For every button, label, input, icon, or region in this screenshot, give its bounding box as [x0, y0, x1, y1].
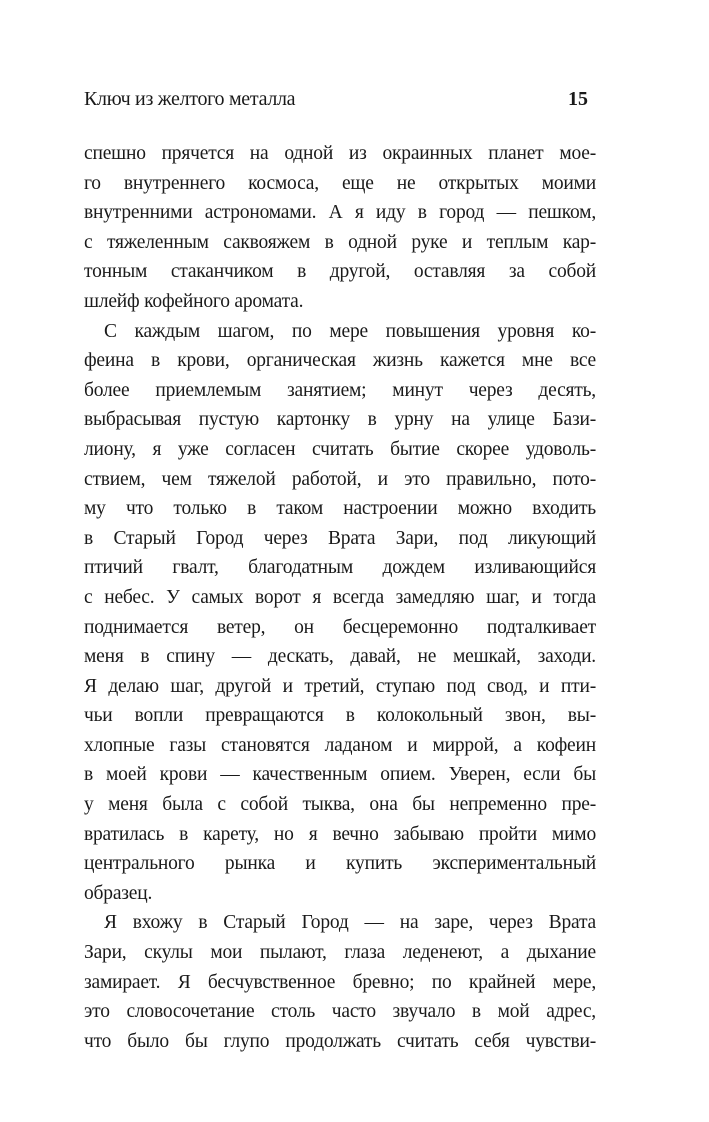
text-line: что было бы глупо продолжать считать себя чувстви- — [84, 1030, 596, 1052]
text-line: му что только в таком настроении можно входить — [84, 498, 596, 520]
text-line: го внутреннего космоса, еще не открытых моими — [84, 172, 596, 194]
body-text — [84, 139, 596, 1056]
book-page — [84, 88, 596, 1052]
text-line: выбрасывая пустую картонку в урну на улице Бази- — [84, 409, 596, 431]
text-line: Я делаю шаг, другой и третий, ступаю под свод, и пти- — [84, 675, 596, 697]
text-line: ствием, чем тяжелой работой, и это правильно, пото- — [84, 468, 596, 490]
running-head — [84, 88, 596, 118]
text-line: это словосочетание столь часто звучало в мой адрес, — [84, 1001, 596, 1023]
text-line: хлопные газы становятся ладаном и миррой, а кофеин — [84, 734, 596, 756]
text-line: более приемлемым занятием; минут через десять, — [84, 379, 596, 401]
text-line: Я вхожу в Старый Город — на заре, через Врата — [104, 912, 596, 934]
text-line: лиону, я уже согласен считать бытие скорее удоволь- — [84, 438, 596, 460]
text-line: С каждым шагом, по мере повышения уровня ко- — [104, 320, 596, 342]
text-line: образец. — [84, 882, 153, 904]
text-line: с тяжеленным саквояжем в одной руке и теплым кар- — [84, 231, 596, 253]
text-line: у меня была с собой тыква, она бы непременно пре- — [84, 794, 596, 816]
text-line: чьи вопли превращаются в колокольный звон, вы- — [84, 705, 596, 727]
text-line: феина в крови, органическая жизнь кажется мне все — [84, 350, 596, 372]
text-line: центрального рынка и купить экспериментальный — [84, 853, 596, 875]
text-line: поднимается ветер, он бесцеремонно подталкивает — [84, 616, 596, 638]
text-line: спешно прячется на одной из окраинных планет мое- — [84, 143, 596, 164]
text-line: птичий гвалт, благодатным дождем изливающийся — [84, 557, 596, 579]
text-line: вратилась в карету, но я вечно забываю пройти мимо — [84, 823, 596, 845]
text-line: Зари, скулы мои пылают, глаза леденеют, а дыхание — [84, 942, 596, 964]
text-line: тонным стаканчиком в другой, оставляя за собой — [84, 261, 596, 283]
text-line: внутренними астрономами. А я иду в город — пешком, — [84, 202, 596, 224]
text-line: в моей крови — качественным опием. Уверен, если бы — [84, 764, 596, 786]
page-number: 15 — [568, 88, 588, 110]
text-line: меня в спину — дескать, давай, не мешкай, заходи. — [84, 646, 596, 668]
text-line: шлейф кофейного аромата. — [84, 290, 304, 312]
text-line: в Старый Город через Врата Зари, под ликующий — [84, 527, 596, 549]
book-title: Ключ из желтого металла — [84, 88, 296, 110]
text-line: замирает. Я бесчувственное бревно; по крайней мере, — [84, 971, 596, 993]
text-line: с небес. У самых ворот я всегда замедляю шаг, и тогда — [84, 586, 596, 608]
